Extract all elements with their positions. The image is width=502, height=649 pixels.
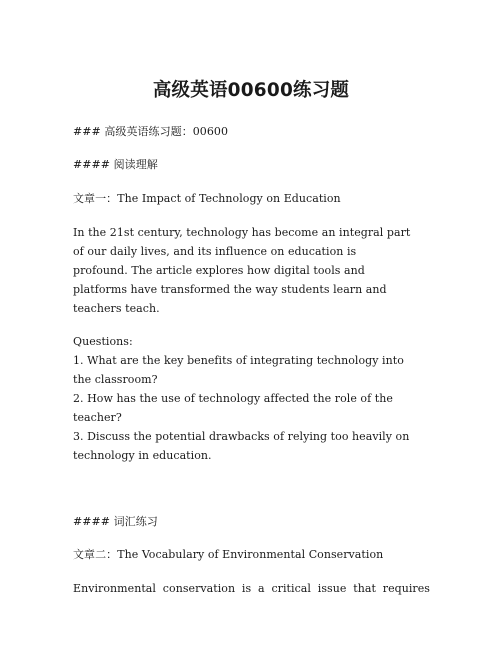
article-one-line-3: profound. The article explores how digital tools and xyxy=(73,264,365,277)
questions-label: Questions: xyxy=(73,335,133,348)
question-line-4: teacher? xyxy=(73,411,122,424)
section-heading-vocabulary: #### 词汇练习 xyxy=(73,515,158,528)
article-one-line-5: teachers teach. xyxy=(73,302,160,315)
question-line-1: 1. What are the key benefits of integrating technology into xyxy=(73,354,404,367)
document-title: 高级英语00600练习题 xyxy=(152,80,350,101)
section-heading-reading: #### 阅读理解 xyxy=(73,158,158,171)
question-line-3: 2. How has the use of technology affected the role of the xyxy=(73,392,393,405)
main-heading: ### 高级英语练习题：00600 xyxy=(73,125,228,138)
question-line-6: technology in education. xyxy=(73,449,212,462)
article-one-title: 文章一：The Impact of Technology on Education xyxy=(73,192,341,205)
article-one-line-2: of our daily lives, and its influence on education is xyxy=(73,245,357,258)
article-two-title: 文章二：The Vocabulary of Environmental Conservation xyxy=(73,548,384,561)
article-one-line-4: platforms have transformed the way students learn and xyxy=(73,283,387,296)
question-line-2: the classroom? xyxy=(73,373,158,386)
article-two-line-1: Environmental conservation is a critical issue that requires xyxy=(73,582,430,595)
article-one-line-1: In the 21st century, technology has become an integral part xyxy=(73,226,411,239)
question-line-5: 3. Discuss the potential drawbacks of relying too heavily on xyxy=(73,430,410,443)
